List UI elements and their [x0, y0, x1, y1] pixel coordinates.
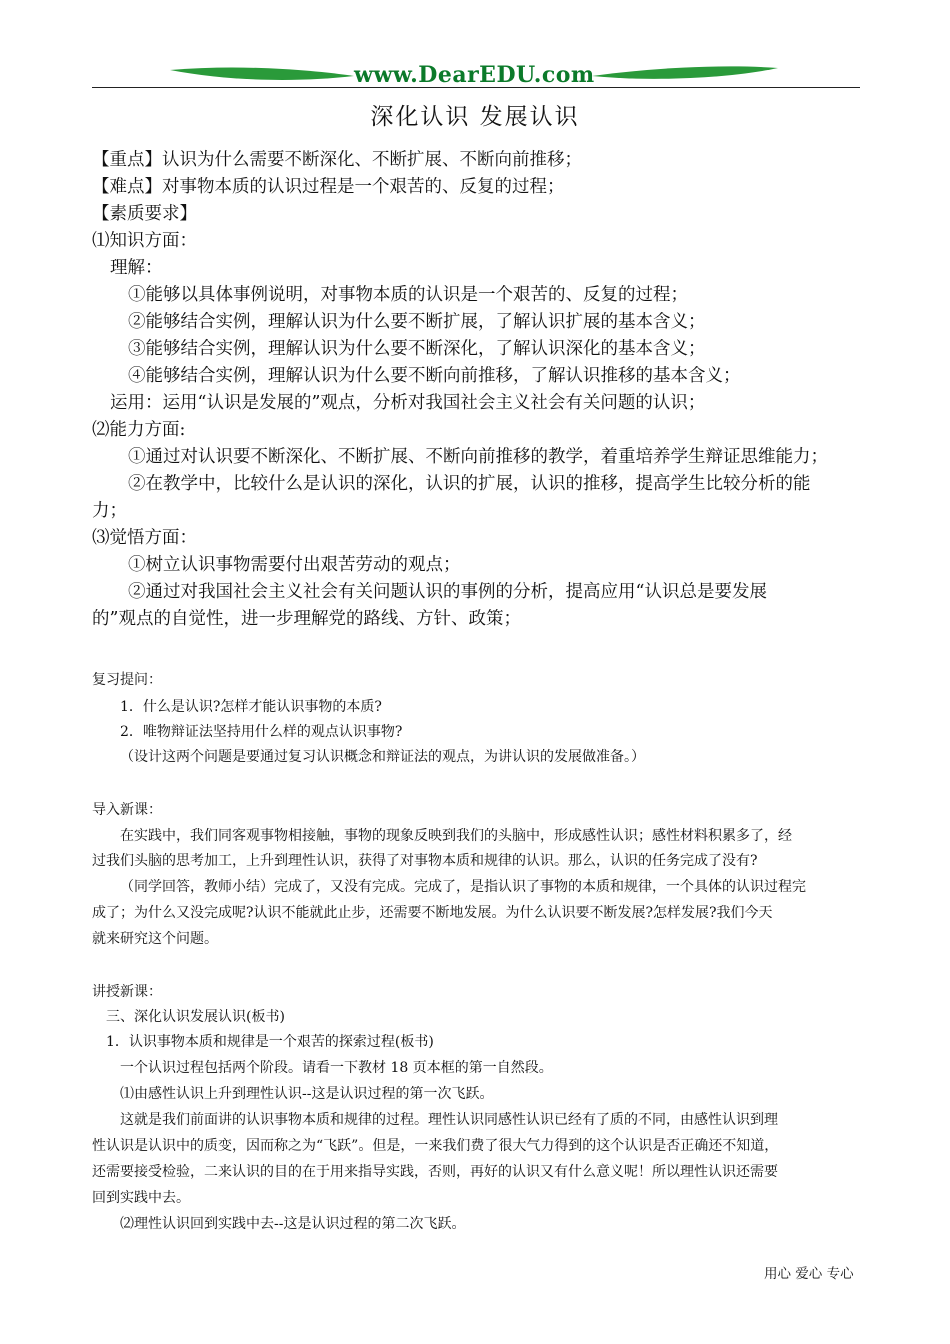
lecture-paragraph-line-4: 回到实践中去。 [92, 1190, 190, 1206]
intro-paragraph-1-line-2: 过我们头脑的思考加工，上升到理性认识，获得了对事物本质和规律的认识。那么，认识的任务完成了没有? [92, 853, 758, 869]
ability-item-2-continued: 力； [92, 501, 127, 521]
lecture-paragraph-line-1: 这就是我们前面讲的认识事物本质和规律的过程。理性认识同感性认识已经有了质的不同，由感性认识到理 [120, 1112, 778, 1128]
review-note: （设计这两个问题是要通过复习认识概念和辩证法的观点，为讲认识的发展做准备。） [120, 749, 645, 765]
understand-label: 理解： [110, 258, 163, 278]
understand-item-2: ②能够结合实例，理解认识为什么要不断扩展，了解认识扩展的基本含义； [128, 312, 706, 332]
ability-heading: ⑵能力方面: [92, 420, 186, 440]
header-divider [92, 87, 860, 88]
understand-item-4: ④能够结合实例，理解认识为什么要不断向前推移，了解认识推移的基本含义； [128, 366, 741, 386]
review-question-1: 1．什么是认识?怎样才能认识事物的本质? [120, 699, 382, 715]
awareness-item-2: ②通过对我国社会主义社会有关问题认识的事例的分析，提高应用“认识总是要发展 [128, 582, 767, 602]
review-heading: 复习提问： [92, 672, 162, 688]
understand-item-3: ③能够结合实例，理解认识为什么要不断深化，了解认识深化的基本含义； [128, 339, 706, 359]
intro-paragraph-2-line-2: 成了；为什么又没完成呢?认识不能就此止步，还需要不断地发展。为什么认识要不断发展?怎样发展?我们今天 [92, 905, 773, 921]
site-logo[interactable]: www.DearEDU.com [354, 62, 595, 88]
understand-item-1: ①能够以具体事例说明，对事物本质的认识是一个艰苦的、反复的过程； [128, 285, 688, 305]
knowledge-heading: ⑴知识方面： [92, 231, 197, 251]
awareness-item-2-continued: 的”观点的自觉性，进一步理解党的路线、方针、政策； [92, 609, 521, 629]
section-three-heading: 三、深化认识发展认识(板书) [106, 1009, 285, 1025]
apply-item: 运用：运用“认识是发展的”观点，分析对我国社会主义社会有关问题的认识； [110, 393, 706, 413]
review-question-2: 2．唯物辩证法坚持用什么样的观点认识事物? [120, 724, 403, 740]
site-header [92, 60, 860, 96]
intro-paragraph-1-line-1: 在实践中，我们同客观事物相接触，事物的现象反映到我们的头脑中，形成感性认识；感性材料积累多了，经 [120, 828, 792, 844]
ability-item-2: ②在教学中，比较什么是认识的深化，认识的扩展，认识的推移，提高学生比较分析的能 [128, 474, 811, 494]
intro-paragraph-2-line-3: 就来研究这个问题。 [92, 931, 218, 947]
awareness-heading: ⑶觉悟方面： [92, 528, 197, 548]
second-leap: ⑵理性认识回到实践中去--这是认识过程的第二次飞跃。 [120, 1216, 466, 1232]
lecture-paragraph-line-2: 性认识是认识中的质变，因而称之为“飞跃”。但是，一来我们费了很大气力得到的这个认识是否正确还不知道， [92, 1138, 779, 1154]
lecture-heading: 讲授新课： [92, 984, 162, 1000]
ability-item-1: ①通过对认识要不断深化、不断扩展、不断向前推移的教学，着重培养学生辩证思维能力； [128, 447, 828, 467]
intro-heading: 导入新课： [92, 802, 162, 818]
page-title: 深化认识 发展认识 [370, 104, 580, 130]
point-one-heading: 1．认识事物本质和规律是一个艰苦的探索过程(板书) [106, 1034, 434, 1050]
intro-paragraph-2-line-1: （同学回答，教师小结）完成了，又没有完成。完成了，是指认识了事物的本质和规律，一个具体的认识过程完 [120, 879, 806, 895]
difficulty-point: 【难点】对事物本质的认识过程是一个艰苦的、反复的过程； [92, 177, 565, 197]
quality-heading: 【素质要求】 [92, 204, 197, 224]
footer-motto: 用心 爱心 专心 [764, 1266, 854, 1282]
key-point: 【重点】认识为什么需要不断深化、不断扩展、不断向前推移； [92, 150, 582, 170]
lecture-line-1: 一个认识过程包括两个阶段。请看一下教材 18 页本框的第一自然段。 [120, 1060, 553, 1076]
lecture-paragraph-line-3: 还需要接受检验，二来认识的目的在于用来指导实践，否则，再好的认识又有什么意义呢！所以理性认识还需要 [92, 1164, 778, 1180]
awareness-item-1: ①树立认识事物需要付出艰苦劳动的观点； [128, 555, 461, 575]
first-leap: ⑴由感性认识上升到理性认识--这是认识过程的第一次飞跃。 [120, 1086, 494, 1102]
